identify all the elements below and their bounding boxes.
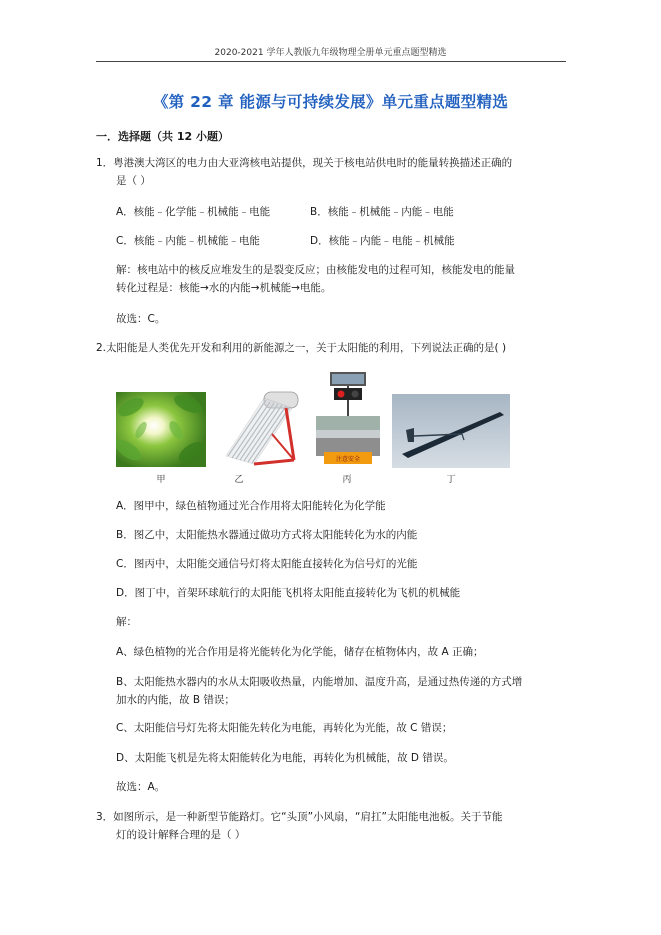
q2-option-a: A．图甲中，绿色植物通过光合作用将太阳能转化为化学能 (116, 500, 386, 512)
q2-explain-a: A、绿色植物的光合作用是将光能转化为化学能，储存在植物体内，故 A 正确； (116, 646, 484, 658)
q1-answer: 故选：C。 (116, 313, 166, 325)
q1-stem-line1: 1．粤港澳大湾区的电力由大亚湾核电站提供，现关于核电站供电时的能量转换描述正确的 (96, 157, 513, 169)
q2-stem: 2.太阳能是人类优先开发和利用的新能源之一，关于太阳能的利用，下列说法正确的是( ) (96, 342, 507, 354)
figure-bing-caption: 丙 (342, 475, 352, 485)
section-heading: 一．选择题（共 12 小题） (96, 130, 229, 143)
document-title: 《第 22 章 能源与可持续发展》单元重点题型精选 (152, 93, 509, 111)
q1-option-a: A．核能﹣化学能﹣机械能﹣电能 (116, 206, 271, 218)
q3-stem-line2: 灯的设计解释合理的是（ ） (116, 829, 246, 841)
figure-bing-traffic-light-image (314, 372, 382, 472)
figure-ding-caption: 丁 (446, 475, 456, 485)
q2-explain-d: D、太阳能飞机是先将太阳能转化为电能，再转化为机械能，故 D 错误。 (116, 752, 454, 764)
page-header: 2020-2021 学年人教版九年级物理全册单元重点题型精选 (214, 48, 447, 58)
figure-ding-solar-plane-image (392, 394, 510, 468)
q2-figure-row (116, 372, 516, 487)
header-divider (96, 61, 566, 62)
q2-option-b: B．图乙中，太阳能热水器通过做功方式将太阳能转化为水的内能 (116, 529, 418, 541)
q1-solution-line1: 解：核电站中的核反应堆发生的是裂变反应；由核能发电的过程可知，核能发电的能量 (116, 264, 515, 276)
q2-answer: 故选：A。 (116, 781, 166, 793)
q3-stem-line1: 3．如图所示，是一种新型节能路灯。它“头顶”小风扇，“肩扛”太阳能电池板。关于节能 (96, 811, 503, 823)
figure-jia-caption: 甲 (156, 475, 166, 485)
figure-jia-plant-image (116, 392, 206, 467)
q2-explain-b-line2: 加水的内能，故 B 错误； (116, 694, 235, 706)
q2-option-d: D．图丁中，首架环球航行的太阳能飞机将太阳能直接转化为飞机的机械能 (116, 587, 461, 599)
figure-yi-solar-heater-image (220, 386, 304, 468)
figure-yi-caption: 乙 (234, 475, 244, 485)
q1-option-c: C．核能﹣内能﹣机械能﹣电能 (116, 235, 260, 247)
q2-solution-label: 解： (116, 616, 137, 628)
q2-explain-c: C、太阳能信号灯先将太阳能先转化为电能，再转化为光能，故 C 错误； (116, 722, 453, 734)
figure-bing-sign-text: 注意安全 (335, 456, 361, 463)
q1-solution-line2: 转化过程是：核能→水的内能→机械能→电能。 (116, 282, 332, 294)
q1-option-d: D．核能﹣内能﹣电能﹣机械能 (310, 235, 455, 247)
q1-stem-line2: 是（ ） (116, 175, 151, 187)
q2-explain-b-line1: B、太阳能热水器内的水从太阳吸收热量，内能增加、温度升高，是通过热传递的方式增 (116, 676, 523, 688)
q1-option-b: B．核能﹣机械能﹣内能﹣电能 (310, 206, 454, 218)
q2-option-c: C．图丙中，太阳能交通信号灯将太阳能直接转化为信号灯的光能 (116, 558, 418, 570)
